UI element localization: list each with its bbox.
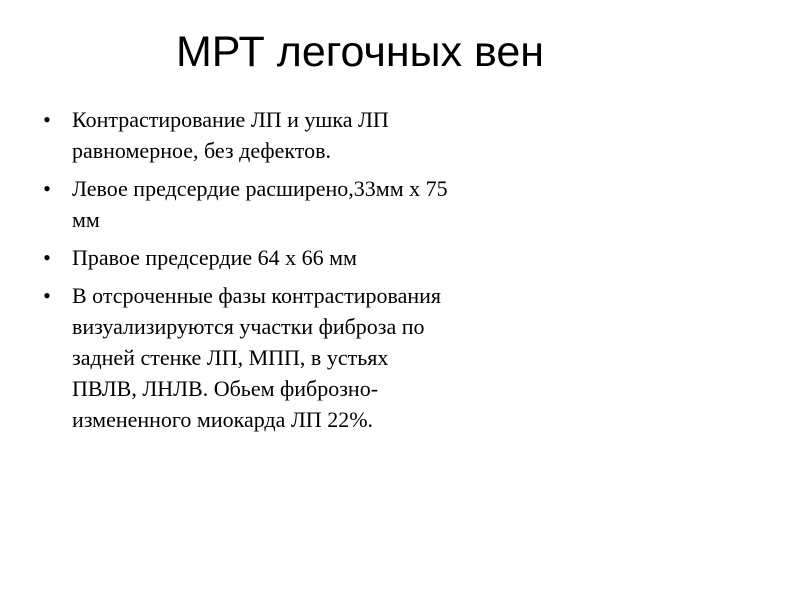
bullet-dot-icon: • bbox=[43, 283, 51, 308]
bullet-item bbox=[40, 242, 560, 273]
bullet-text: Левое предсердие расширено,33мм х 75 мм bbox=[72, 176, 448, 232]
slide-title: МРТ легочных вен bbox=[175, 28, 545, 76]
bullet-item bbox=[40, 280, 560, 435]
bullet-item bbox=[40, 173, 560, 235]
bullet-text: В отсроченные фазы контрастирования визуализируются участки фиброза по задней стенке ЛП, МПП, в устьях ПВЛВ, ЛНЛВ. Обьем фиброзно- измененного миокарда ЛП 22%. bbox=[72, 283, 442, 432]
bullet-item bbox=[40, 104, 560, 166]
bullet-text: Контрастирование ЛП и ушка ЛП равномерное, без дефектов. bbox=[72, 107, 389, 163]
bullet-text: Правое предсердие 64 х 66 мм bbox=[72, 245, 357, 270]
bullet-dot-icon: • bbox=[43, 107, 51, 132]
bullet-list bbox=[40, 104, 560, 442]
bullet-dot-icon: • bbox=[43, 176, 51, 201]
bullet-dot-icon: • bbox=[43, 245, 51, 270]
